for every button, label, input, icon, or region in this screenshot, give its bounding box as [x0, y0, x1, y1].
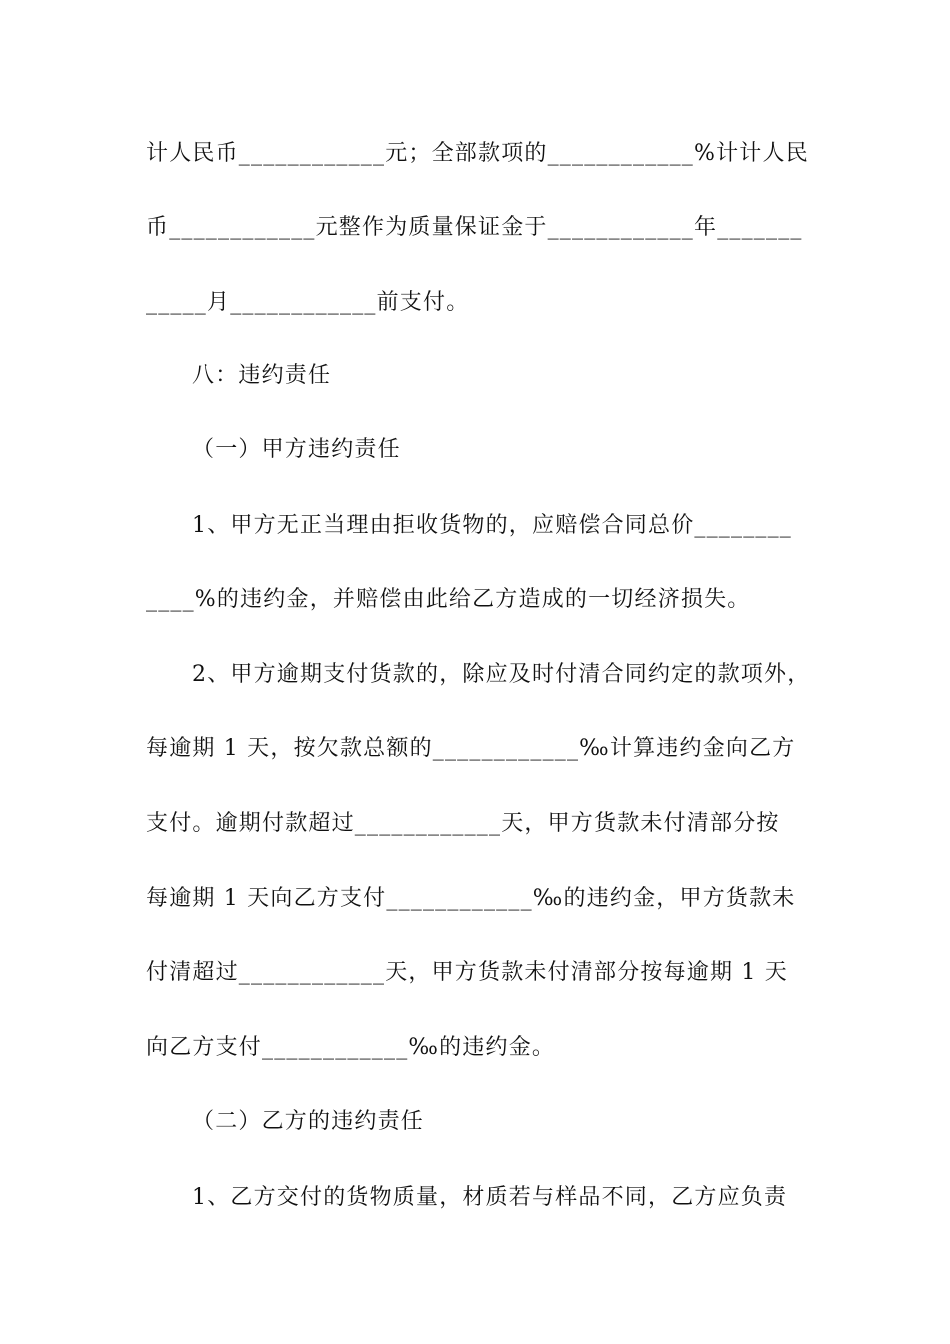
subsection-heading: （一）甲方违约责任 — [192, 437, 401, 462]
text-line: 向乙方支付____________‰的违约金。 — [146, 1035, 556, 1060]
text-line: 1、甲方无正当理由拒收货物的，应赔偿合同总价________ — [192, 513, 792, 538]
text-line: 2、甲方逾期支付货款的，除应及时付清合同约定的款项外， — [192, 662, 811, 687]
text-line: 每逾期 1 天，按欠款总额的____________‰计算违约金向乙方 — [146, 736, 796, 761]
text-line: 计人民币____________元；全部款项的____________%计计人民 — [146, 141, 809, 166]
text-line: 每逾期 1 天向乙方支付____________‰的违约金，甲方货款未 — [146, 886, 796, 911]
text-line: ____%的违约金，并赔偿由此给乙方造成的一切经济损失。 — [146, 587, 751, 612]
section-heading: 八：违约责任 — [192, 363, 332, 388]
text-line: 支付。逾期付款超过____________天，甲方货款未付清部分按 — [146, 811, 780, 836]
text-line: 币____________元整作为质量保证金于____________年_______ — [146, 215, 803, 240]
subsection-heading: （二）乙方的违约责任 — [192, 1109, 425, 1134]
text-line: 1、乙方交付的货物质量，材质若与样品不同，乙方应负责 — [192, 1185, 788, 1210]
text-line: 付清超过____________天，甲方货款未付清部分按每逾期 1 天 — [146, 960, 788, 985]
text-line: _____月____________前支付。 — [146, 290, 470, 315]
